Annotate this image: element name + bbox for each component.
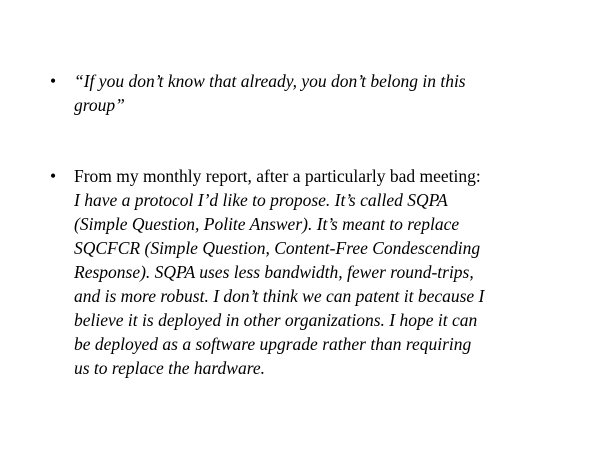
report-lead: From my monthly report, after a particularly bad meeting:	[74, 166, 481, 186]
report-line: and is more robust. I don’t think we can patent it because I	[74, 286, 485, 306]
quote-text	[74, 69, 550, 117]
report-line: I have a protocol I’d like to propose. It’s called SQPA	[74, 190, 448, 210]
report-line: (Simple Question, Polite Answer). It’s meant to replace	[74, 214, 460, 234]
report-line: be deployed as a software upgrade rather than requiring	[74, 334, 472, 354]
report-line: believe it is deployed in other organizations. I hope it can	[74, 310, 478, 330]
quote-line: “If you don’t know that already, you don’t belong in this	[74, 71, 466, 91]
bullet-marker: •	[50, 166, 57, 186]
bullet-marker: •	[50, 71, 57, 91]
report-line: Response). SQPA uses less bandwidth, fewer round-trips,	[74, 262, 474, 282]
report-line: us to replace the hardware.	[74, 358, 266, 378]
report-line: SQCFCR (Simple Question, Content-Free Condescending	[74, 238, 481, 258]
report-text	[74, 164, 550, 380]
bullet-item-report	[50, 164, 550, 380]
bullet-item-quote	[50, 69, 550, 117]
quote-line: group”	[74, 95, 125, 115]
